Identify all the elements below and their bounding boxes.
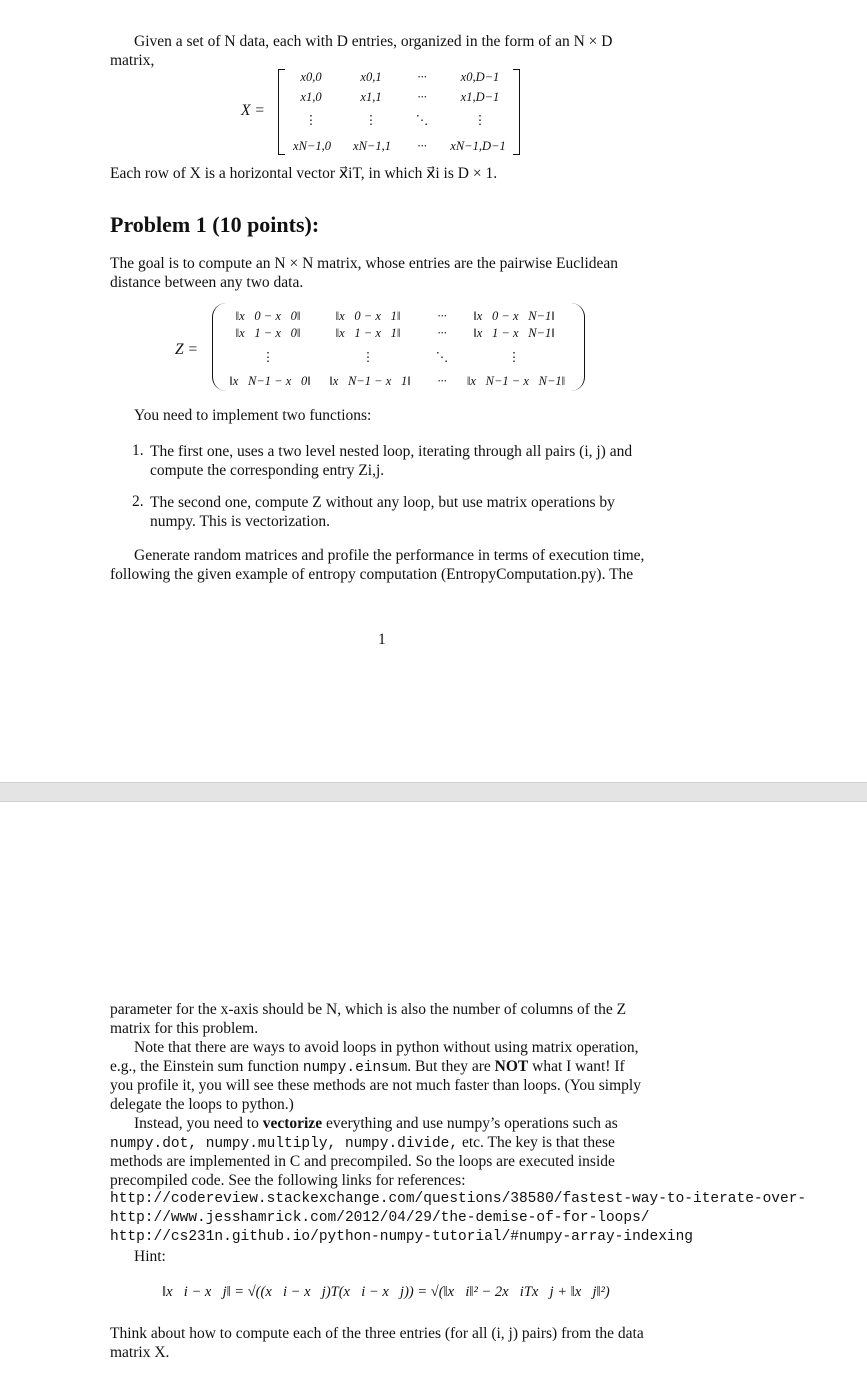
matrix-x-cell: ··· (417, 139, 427, 153)
generate-line-1: Generate random matrices and profile the performance in terms of execution time, (134, 547, 645, 564)
matrix-z-cell: ‖x⃗1 − x⃗1‖ (335, 326, 401, 340)
note-line-4: delegate the loops to python.) (110, 1096, 294, 1113)
note-line-3: you profile it, you will see these methods are not much faster than loops. (You simply (110, 1077, 641, 1094)
matrix-x-cell: ⋮ (473, 113, 487, 127)
instead-text: everything and use numpy’s operations such as (322, 1115, 618, 1132)
matrix-z-cell: ‖x⃗1 − x⃗N−1‖ (473, 326, 555, 340)
matrix-x-cell: ··· (417, 70, 427, 84)
matrix-x-cell: xN−1,D−1 (450, 139, 506, 153)
goal-line-2: distance between any two data. (110, 274, 304, 291)
hint-label: Hint: (134, 1248, 166, 1265)
generate-line-2: following the given example of entropy computation (EntropyComputation.py). The (110, 566, 634, 583)
matrix-z-cell: ⋮ (507, 350, 521, 364)
instead-bold: vectorize (262, 1115, 323, 1132)
list-item-line: The first one, uses a two level nested loop, iterating through all pairs (i, j) and (150, 443, 633, 460)
matrix-z-cell: ‖x⃗0 − x⃗N−1‖ (473, 309, 555, 323)
matrix-z-cell: ⋱ (435, 350, 449, 364)
problem-title: Problem 1 (10 points): (110, 212, 320, 237)
matrix-z-cell: ‖x⃗0 − x⃗1‖ (335, 309, 401, 323)
instead-line-1 (134, 1114, 618, 1133)
matrix-z-cell: ⋮ (261, 350, 275, 364)
instead-text: etc. The key is that these (458, 1134, 615, 1151)
instead-line-2 (110, 1133, 615, 1154)
param-line-1: parameter for the x-axis should be N, which is also the number of columns of the Z (110, 1001, 627, 1018)
matrix-x-cell: x1,1 (360, 90, 382, 104)
note-line-1: Note that there are ways to avoid loops in python without using matrix operation, (134, 1039, 639, 1056)
matrix-z-cell: ‖x⃗0 − x⃗0‖ (235, 309, 301, 323)
matrix-z-cell: ‖x⃗1 − x⃗0‖ (235, 326, 301, 340)
row-vector-sentence: Each row of X is a horizontal vector x⃗iT, in which x⃗i is D × 1. (110, 165, 498, 182)
param-line-2: matrix for this problem. (110, 1020, 259, 1037)
matrix-x-cell: xN−1,1 (353, 139, 391, 153)
goal-line-1: The goal is to compute an N × N matrix, whose entries are the pairwise Euclidean (110, 255, 619, 272)
code-einsum: numpy.einsum (302, 1060, 408, 1076)
note-text: . But they are (407, 1058, 495, 1075)
list-item-number: 1. (132, 442, 144, 459)
matrix-x-label: X = (241, 102, 265, 119)
hint-formula: ‖x⃗i − x⃗j‖ = √((x⃗i − x⃗j)T(x⃗i − x⃗j)) = √(‖x⃗i‖² − 2x⃗iTx⃗j + ‖x⃗j‖²) (162, 1284, 610, 1300)
matrix-x-cell: x1,0 (300, 90, 322, 104)
matrix-x-cell: ··· (417, 90, 427, 104)
think-line-1: Think about how to compute each of the three entries (for all (i, j) pairs) from the data (110, 1325, 644, 1342)
code-numpy-ops: numpy.dot, numpy.multiply, numpy.divide, (110, 1136, 459, 1152)
list-item-number: 2. (132, 493, 144, 510)
reference-link[interactable]: http://cs231n.github.io/python-numpy-tutorial/#numpy-array-indexing (110, 1229, 693, 1245)
matrix-z-cell: ··· (437, 326, 447, 340)
matrix-x-cell: x0,1 (360, 70, 382, 84)
matrix-z-label: Z = (175, 341, 198, 358)
page-separator (0, 782, 867, 802)
matrix-z-cell: ⋮ (361, 350, 375, 364)
matrix-x-cell: x0,D−1 (460, 70, 500, 84)
matrix-z-cell: ‖x⃗N−1 − x⃗1‖ (329, 374, 411, 388)
matrix-x-cell: ⋮ (304, 113, 318, 127)
think-line-2: matrix X. (110, 1344, 170, 1361)
note-text: e.g., the Einstein sum function (110, 1058, 303, 1075)
matrix-x-cell: x1,D−1 (460, 90, 500, 104)
reference-link[interactable]: http://www.jesshamrick.com/2012/04/29/the-demise-of-for-loops/ (110, 1210, 650, 1226)
matrix-z-cell: ··· (437, 374, 447, 388)
note-line-2 (110, 1057, 625, 1078)
matrix-x-cell: x0,0 (300, 70, 322, 84)
intro-line-2: matrix, (110, 52, 155, 69)
page-number: 1 (378, 631, 386, 648)
intro-line-1: Given a set of N data, each with D entries, organized in the form of an N × D (134, 33, 613, 50)
list-item-line: compute the corresponding entry Zi,j. (150, 462, 385, 479)
matrix-z-cell: ··· (437, 309, 447, 323)
instead-text: Instead, you need to (134, 1115, 263, 1132)
list-item-line: numpy. This is vectorization. (150, 513, 330, 530)
reference-link[interactable]: http://codereview.stackexchange.com/questions/38580/fastest-way-to-iterate-over- (110, 1191, 807, 1207)
matrix-x-cell: ⋱ (415, 113, 429, 127)
note-text: what I want! If (528, 1058, 625, 1075)
note-bold: NOT (494, 1058, 529, 1075)
matrix-x-cell: ⋮ (364, 113, 378, 127)
matrix-z-cell: ‖x⃗N−1 − x⃗N−1‖ (466, 374, 566, 388)
list-item-line: The second one, compute Z without any loop, but use matrix operations by (150, 494, 615, 511)
instead-line-4: precompiled code. See the following links for references: (110, 1172, 466, 1189)
matrix-x-cell: xN−1,0 (293, 139, 331, 153)
need-line: You need to implement two functions: (134, 407, 372, 424)
instead-line-3: methods are implemented in C and precompiled. So the loops are executed inside (110, 1153, 615, 1170)
pdf-page-2 (0, 802, 867, 1389)
matrix-z-cell: ‖x⃗N−1 − x⃗0‖ (229, 374, 311, 388)
